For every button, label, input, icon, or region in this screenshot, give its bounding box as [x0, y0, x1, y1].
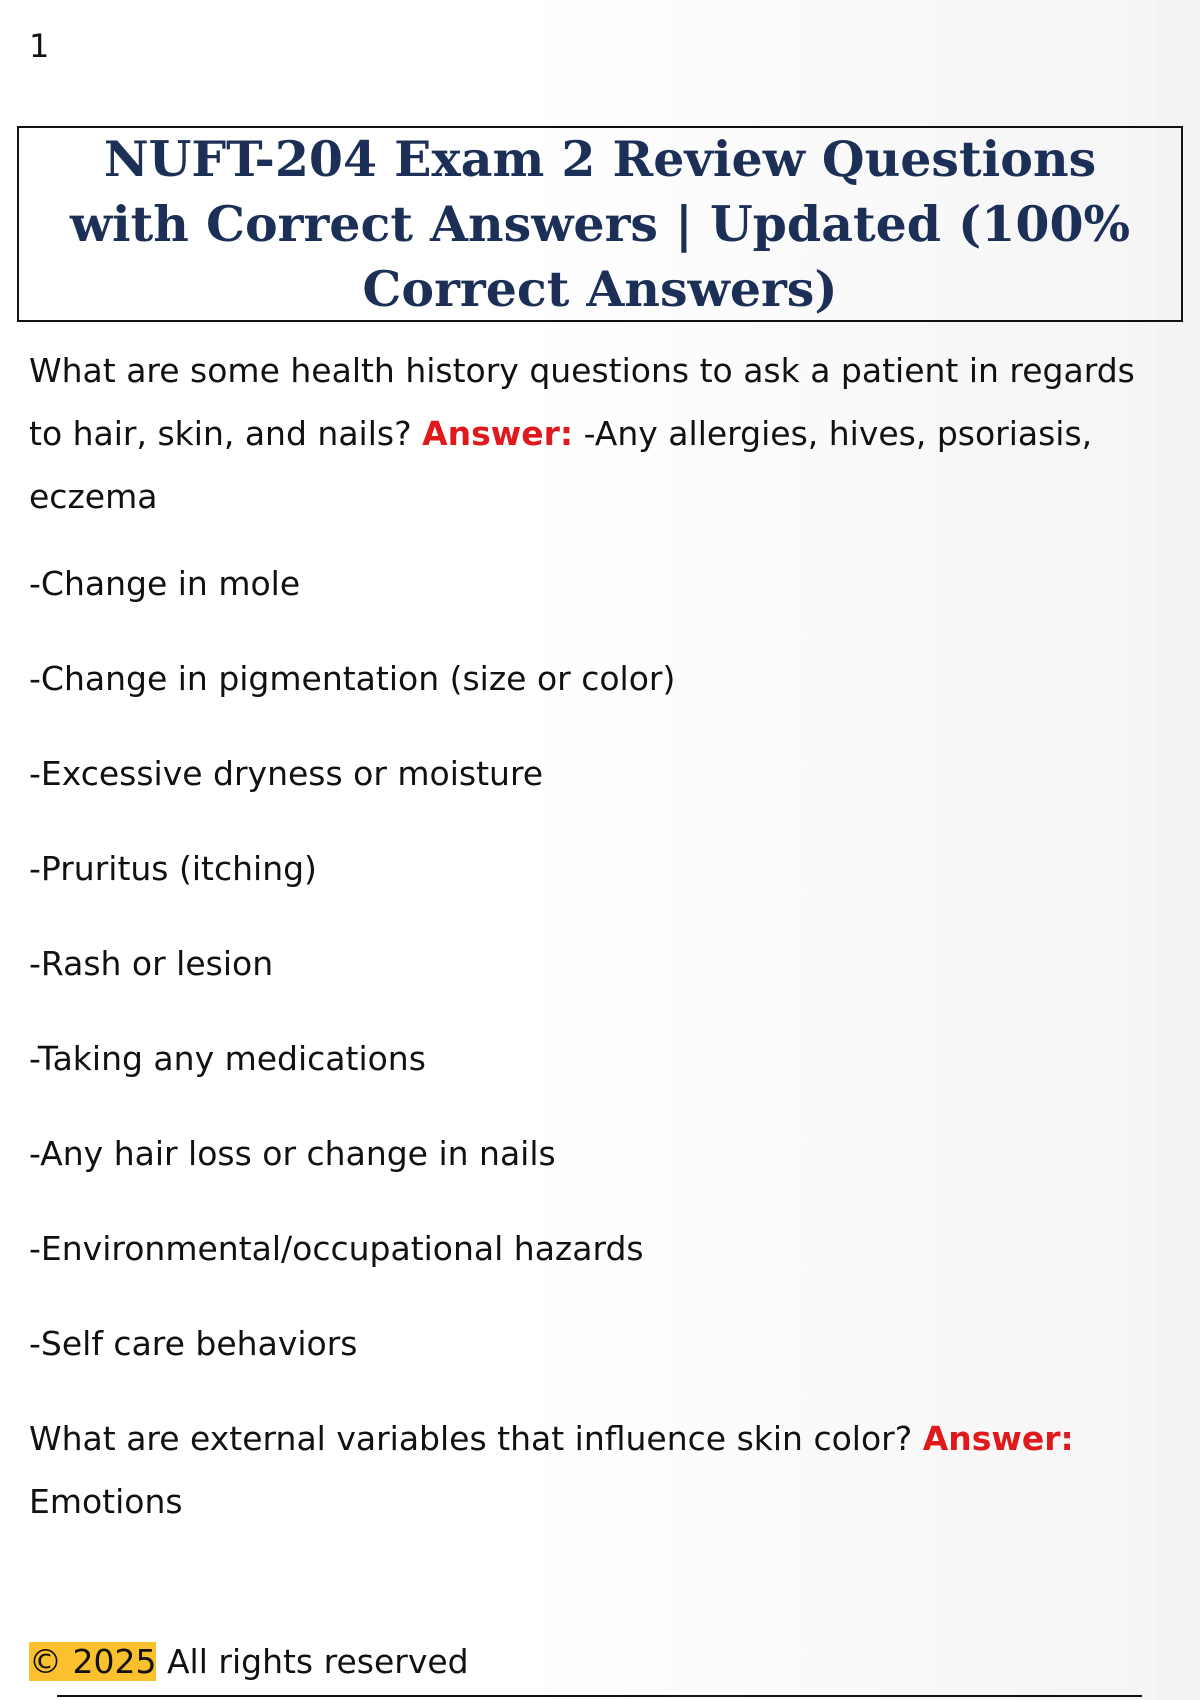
answer-item-8: -Environmental/occupational hazards	[29, 1229, 644, 1268]
answer-item-5: -Rash or lesion	[29, 944, 274, 983]
answer-label-2: Answer:	[922, 1419, 1074, 1458]
question-2-text: What are external variables that influence skin color?	[29, 1419, 913, 1458]
question-answer-2	[29, 1407, 1149, 1533]
answer-2-text: Emotions	[29, 1482, 183, 1521]
answer-item-9: -Self care behaviors	[29, 1324, 358, 1363]
question-answer-1	[29, 339, 1149, 528]
answer-item-1: -Change in mole	[29, 564, 301, 603]
answer-item-6: -Taking any medications	[29, 1039, 426, 1078]
question-1-text: What are some health history questions to ask a patient in regards to hair, skin, and nails?	[29, 351, 1135, 453]
answer-item-3: -Excessive dryness or moisture	[29, 754, 544, 793]
document-title: NUFT-204 Exam 2 Review Questions with Correct Answers | Updated (100% Correct Answers)	[69, 129, 1131, 318]
answer-item-7: -Any hair loss or change in nails	[29, 1134, 556, 1173]
all-rights-reserved-text: All rights reserved	[166, 1642, 469, 1681]
footer-underline	[57, 1695, 1142, 1697]
answer-item-4: -Pruritus (itching)	[29, 849, 317, 888]
page-footer	[29, 1639, 469, 1685]
document-content	[29, 339, 1149, 1533]
copyright-year: © 2025	[29, 1642, 157, 1681]
answer-1-first-line: -Any allergies, hives, psoriasis, eczema	[29, 414, 1093, 516]
answer-item-2: -Change in pigmentation (size or color)	[29, 659, 676, 698]
answer-label-1: Answer:	[422, 414, 574, 453]
title-box	[17, 126, 1183, 322]
page-number: 1	[29, 27, 50, 65]
